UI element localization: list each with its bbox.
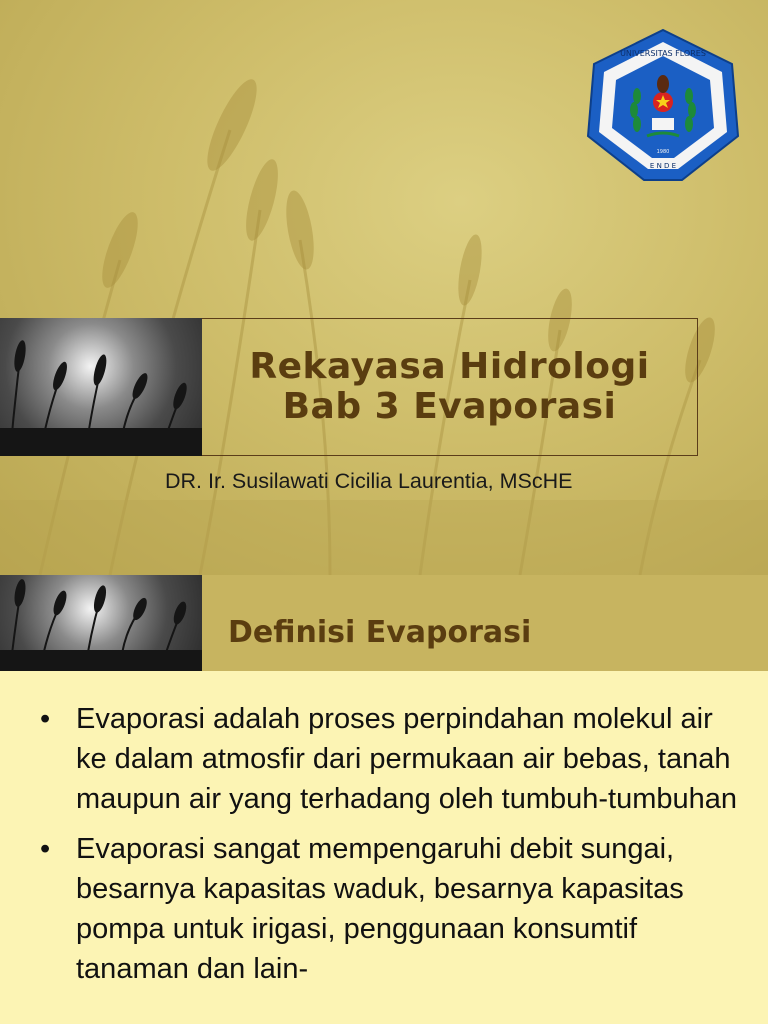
list-item — [40, 829, 740, 989]
bullet-list — [40, 699, 740, 999]
list-item — [40, 699, 740, 819]
title-box — [202, 318, 698, 456]
wheat-photo — [0, 575, 202, 671]
svg-text:E N D E: E N D E — [649, 162, 677, 170]
slide-title-line-1: Rekayasa Hidrologi — [249, 346, 650, 387]
university-seal-icon — [582, 26, 744, 184]
svg-text:UNIVERSITAS FLORES: UNIVERSITAS FLORES — [620, 49, 706, 58]
bullet-text: Evaporasi adalah proses perpindahan molekul air ke dalam atmosfir dari permukaan air bebas, tanah maupun air yang terhadang oleh tumbuh-tumbuhan — [76, 703, 738, 815]
slide-title-line-2: Bab 3 Evaporasi — [282, 386, 617, 427]
svg-text:1980: 1980 — [656, 149, 670, 155]
slide-title: Definisi Evaporasi — [228, 615, 532, 650]
wheat-photo — [0, 318, 202, 456]
bullet-text: Evaporasi sangat mempengaruhi debit sungai, besarnya kapasitas waduk, besarnya kapasitas pompa untuk irigasi, penggunaan konsumtif tanaman dan lain- — [76, 833, 684, 985]
author-name: DR. Ir. Susilawati Cicilia Laurentia, MScHE — [165, 469, 573, 493]
bullet-icon: • — [40, 833, 51, 865]
bullet-icon: • — [40, 703, 51, 735]
definition-slide — [0, 575, 768, 1024]
